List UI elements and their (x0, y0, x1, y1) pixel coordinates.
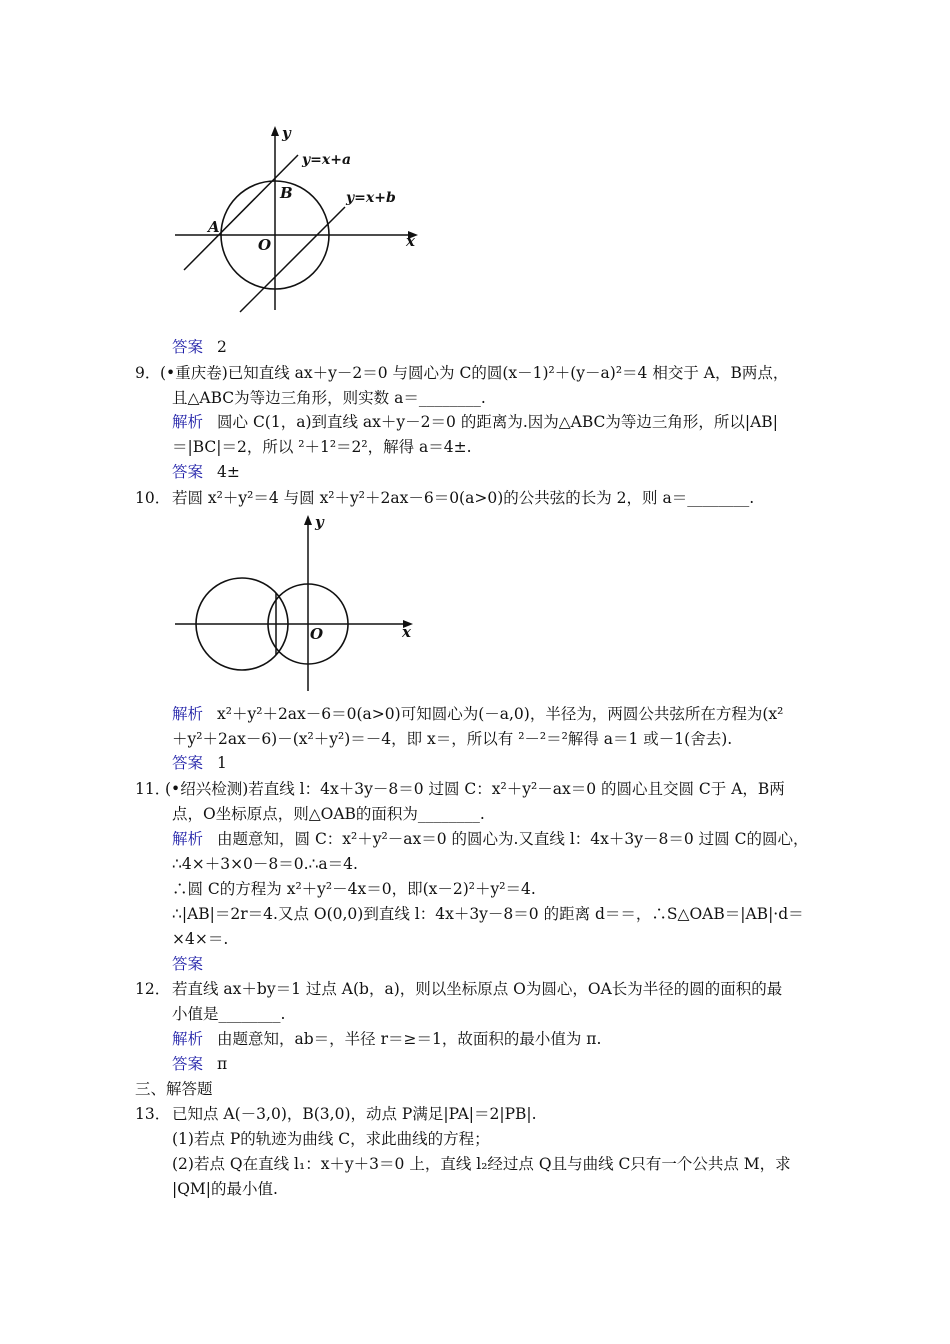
q11-analysis-text5: ×4×＝. (172, 930, 229, 948)
axis-label-y: y (282, 124, 291, 142)
section-title-text: 三、解答题 (135, 1080, 213, 1098)
q11-analysis-text3: ∴圆 C的方程为 x²＋y²－4x＝0，即(x－2)²＋y²＝4. (172, 880, 536, 898)
y-axis-arrow (304, 515, 312, 525)
q11-analysis-line1 (0, 828, 950, 850)
q11-question-text1: (•绍兴检测)若直线 l：4x＋3y－8＝0 过圆 C：x²＋y²－ax＝0 的圆心且交圆 C于 A，B两 (165, 780, 785, 798)
axis-label-y: y (315, 513, 324, 531)
line-y-eq-x-plus-a (184, 155, 298, 270)
q9-question-line2 (0, 387, 950, 409)
q13-question-line4 (0, 1178, 950, 1200)
q9-answer-line (0, 461, 950, 483)
q8-answer-label: 答案 (172, 338, 204, 356)
q11-answer-line (0, 953, 950, 975)
q9-answer-label: 答案 (172, 463, 204, 481)
q10-answer-value: 1 (217, 754, 227, 772)
line1-label: y=x+a (302, 152, 352, 168)
line-y-eq-x-plus-b (240, 207, 345, 312)
q11-analysis-label: 解析 (172, 830, 204, 848)
q13-question-text2: (1)若点 P的轨迹为曲线 C，求此曲线的方程； (172, 1130, 490, 1148)
q9-analysis-label: 解析 (172, 413, 204, 431)
q9-analysis-text1: 圆心 C(1，a)到直线 ax＋y－2＝0 的距离为.因为△ABC为等边三角形，所以|AB| (217, 413, 778, 431)
q10-number: 10． (135, 489, 171, 507)
y-axis-arrow (271, 126, 279, 136)
axis-label-x: x (406, 232, 415, 250)
q8-answer-value: 2 (217, 338, 227, 356)
q12-answer-line (0, 1053, 950, 1075)
q12-answer-value: π (217, 1055, 228, 1073)
q11-question-line2 (0, 803, 950, 825)
q9-question-text2: 且△ABC为等边三角形，则实数 a＝________. (172, 389, 486, 407)
q13-question-line3 (0, 1153, 950, 1175)
q10-answer-label: 答案 (172, 754, 204, 772)
q11-number: 11． (135, 780, 171, 798)
q11-analysis-text4: ∴|AB|＝2r＝4.又点 O(0,0)到直线 l：4x＋3y－8＝0 的距离 d＝＝，∴S△OAB＝|AB|·d＝ (172, 905, 804, 923)
q10-question-text1: 若圆 x²＋y²＝4 与圆 x²＋y²＋2ax－6＝0(a>0)的公共弦的长为 2，则 a＝________. (172, 489, 755, 507)
q12-question-text2: 小值是________. (172, 1005, 286, 1023)
q12-analysis-label: 解析 (172, 1030, 204, 1048)
q10-analysis-text2: ＋y²＋2ax－6)－(x²＋y²)＝－4，即 x＝，所以有 ²－²＝²解得 a＝1 或－1(舍去). (172, 730, 733, 748)
point-a-label: A (208, 218, 220, 236)
q11-analysis-line3 (0, 878, 950, 900)
origin-label: O (310, 625, 324, 643)
figure-circle-lines (170, 120, 430, 320)
q8-answer-line (0, 336, 950, 358)
q13-question-text3: (2)若点 Q在直线 l₁：x＋y＋3＝0 上，直线 l₂经过点 Q且与曲线 C只有一个公共点 M，求 (172, 1155, 791, 1173)
q10-analysis-text1: x²＋y²＋2ax－6＝0(a>0)可知圆心为(－a,0)，半径为，两圆公共弦所在方程为(x² (217, 705, 784, 723)
q9-analysis-line2 (0, 436, 950, 458)
q12-analysis-line1 (0, 1028, 950, 1050)
axis-label-x: x (402, 623, 411, 641)
q11-analysis-line2 (0, 853, 950, 875)
q11-analysis-line5 (0, 928, 950, 950)
figure-two-circles (170, 505, 430, 705)
q11-question-text2: 点，O坐标原点，则△OAB的面积为________. (172, 805, 485, 823)
q11-analysis-text2: ∴4×＋3×0－8＝0.∴a＝4. (172, 855, 358, 873)
q13-question-line2 (0, 1128, 950, 1150)
q12-question-line2 (0, 1003, 950, 1025)
line2-label: y=x+b (346, 190, 396, 206)
q12-question-text1: 若直线 ax＋by＝1 过点 A(b，a)，则以坐标原点 O为圆心，OA长为半径的圆的面积的最 (172, 980, 783, 998)
section-title (0, 1078, 950, 1100)
q11-answer-label: 答案 (172, 955, 204, 973)
q12-answer-label: 答案 (172, 1055, 204, 1073)
point-b-label: B (280, 184, 293, 202)
q11-analysis-text1: 由题意知，圆 C：x²＋y²－ax＝0 的圆心为.又直线 l：4x＋3y－8＝0 过圆 C的圆心， (217, 830, 809, 848)
q9-analysis-line1 (0, 411, 950, 433)
q9-answer-value: 4± (217, 463, 240, 481)
q13-number: 13． (135, 1105, 171, 1123)
q9-analysis-text2: ＝|BC|＝2，所以 ²＋1²＝2²，解得 a＝4±. (172, 438, 472, 456)
q9-question-text1: (•重庆卷)已知直线 ax＋y－2＝0 与圆心为 C的圆(x－1)²＋(y－a)²＝4 相交于 A，B两点， (160, 364, 789, 382)
q12-number: 12． (135, 980, 171, 998)
q11-analysis-line4 (0, 903, 950, 925)
q9-number: 9． (135, 364, 161, 382)
q13-question-text4: |QM|的最小值. (172, 1180, 278, 1198)
q10-analysis-label: 解析 (172, 705, 204, 723)
origin-label: O (258, 236, 272, 254)
q10-analysis-line2 (0, 728, 950, 750)
q10-analysis-line1 (0, 703, 950, 725)
q10-answer-line (0, 752, 950, 774)
q12-analysis-text1: 由题意知，ab＝，半径 r＝≥＝1，故面积的最小值为 π. (217, 1030, 602, 1048)
q13-question-text1: 已知点 A(－3,0)，B(3,0)，动点 P满足|PA|＝2|PB|. (172, 1105, 537, 1123)
